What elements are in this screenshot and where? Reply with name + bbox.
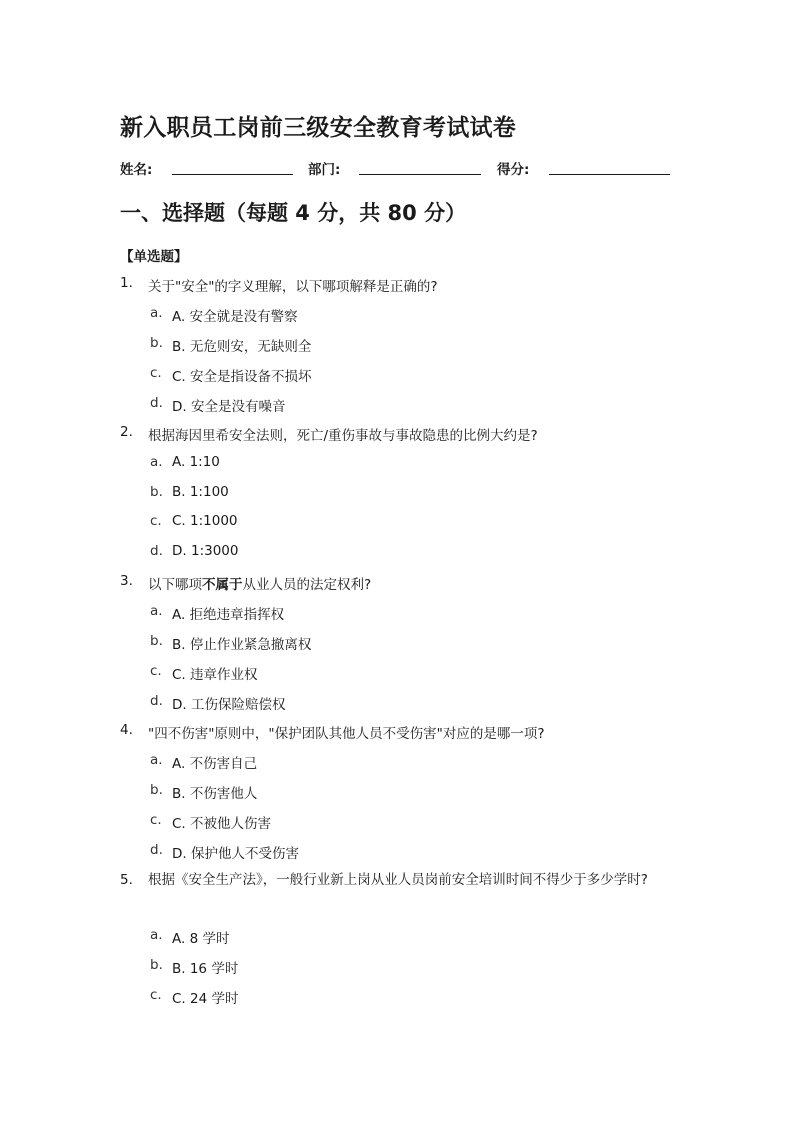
option-letter: c. (150, 365, 162, 381)
question-number: 2. (120, 424, 133, 440)
option-text: C. 安全是指设备不损坏 (172, 369, 312, 385)
option-text: A. 1:10 (172, 454, 220, 470)
option-letter: b. (150, 957, 163, 973)
score-blank (549, 174, 670, 175)
dept-blank (359, 174, 481, 175)
question-text-part: 从业人员的法定权利? (242, 577, 372, 593)
name-blank (172, 174, 293, 175)
page-title: 新入职员工岗前三级安全教育考试试卷 (120, 115, 517, 141)
option-text: D. 保护他人不受伤害 (172, 846, 299, 862)
option-letter: a. (150, 603, 163, 619)
question-text: 根据《安全生产法》，一般行业新上岗从业人员岗前安全培训时间不得少于多少学时? (148, 872, 648, 888)
option-letter: a. (150, 454, 163, 470)
option-letter: a. (150, 927, 163, 943)
option-text: D. 安全是没有噪音 (172, 399, 286, 415)
option-text: B. 停止作业紧急撤离权 (172, 637, 312, 653)
name-label: 姓名: (120, 162, 153, 178)
option-letter: c. (150, 663, 162, 679)
option-text: B. 1:100 (172, 484, 229, 500)
question-number: 3. (120, 573, 133, 589)
option-letter: a. (150, 305, 163, 321)
option-text: A. 不伤害自己 (172, 756, 258, 772)
option-letter: c. (150, 812, 162, 828)
option-letter: b. (150, 335, 163, 351)
option-text: D. 1:3000 (172, 543, 239, 559)
score-label: 得分: (497, 162, 530, 178)
option-text: C. 24 学时 (172, 991, 239, 1007)
option-text: C. 1:1000 (172, 513, 238, 529)
question-text: 关于"安全"的字义理解，以下哪项解释是正确的? (148, 279, 438, 295)
option-text: B. 不伤害他人 (172, 786, 258, 802)
question-text: 根据海因里希安全法则，死亡/重伤事故与事故隐患的比例大约是? (148, 428, 538, 444)
question-number: 4. (120, 722, 133, 738)
option-letter: d. (150, 693, 163, 709)
question-type-label: 【单选题】 (120, 249, 188, 265)
option-text: D. 工伤保险赔偿权 (172, 697, 286, 713)
question-text-part: 以下哪项 (148, 577, 202, 593)
question-keyword: 不属于 (202, 577, 243, 593)
question-text (148, 573, 371, 593)
dept-label: 部门: (308, 162, 341, 178)
option-text: B. 16 学时 (172, 961, 239, 977)
question (120, 867, 680, 893)
question-number: 5. (120, 872, 133, 888)
question-text: "四不伤害"原则中，"保护团队其他人员不受伤害"对应的是哪一项? (148, 726, 545, 742)
option-letter: c. (150, 513, 162, 529)
option-letter: d. (150, 395, 163, 411)
option-text: C. 违章作业权 (172, 667, 258, 683)
option-text: B. 无危则安，无缺则全 (172, 339, 312, 355)
option-text: C. 不被他人伤害 (172, 816, 272, 832)
option-letter: c. (150, 987, 162, 1003)
option-letter: a. (150, 752, 163, 768)
option-text: A. 拒绝违章指挥权 (172, 607, 285, 623)
option-letter: b. (150, 782, 163, 798)
option-letter: b. (150, 484, 163, 500)
question-number: 1. (120, 275, 133, 291)
option-letter: d. (150, 543, 163, 559)
option-letter: d. (150, 842, 163, 858)
option-text: A. 8 学时 (172, 931, 230, 947)
option-text: A. 安全就是没有警察 (172, 309, 298, 325)
section-heading: 一、选择题（每题 4 分，共 80 分） (120, 201, 467, 225)
option-letter: b. (150, 633, 163, 649)
